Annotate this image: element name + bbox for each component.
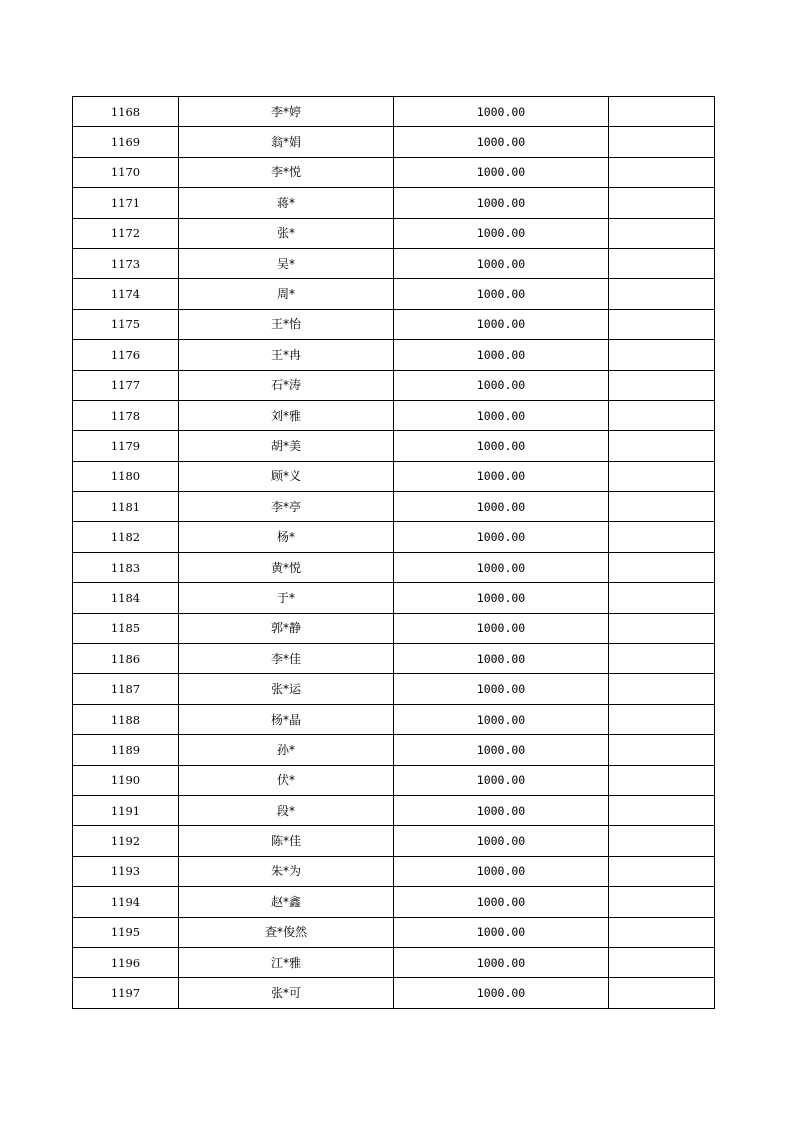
amount-cell: 1000.00 <box>394 492 609 522</box>
amount-cell: 1000.00 <box>394 248 609 278</box>
remark-cell <box>609 644 715 674</box>
remark-cell <box>609 127 715 157</box>
table-row <box>73 704 715 734</box>
amount-cell: 1000.00 <box>394 127 609 157</box>
row-number-cell: 1184 <box>73 583 179 613</box>
remark-cell <box>609 279 715 309</box>
table-row <box>73 826 715 856</box>
remark-cell <box>609 583 715 613</box>
amount-cell: 1000.00 <box>394 370 609 400</box>
remark-cell <box>609 674 715 704</box>
table-row <box>73 188 715 218</box>
amount-cell: 1000.00 <box>394 309 609 339</box>
table-row <box>73 248 715 278</box>
table-row <box>73 309 715 339</box>
table-row <box>73 522 715 552</box>
name-cell: 伏* <box>179 765 394 795</box>
remark-cell <box>609 309 715 339</box>
amount-cell: 1000.00 <box>394 978 609 1008</box>
name-cell: 胡*美 <box>179 431 394 461</box>
row-number-cell: 1187 <box>73 674 179 704</box>
remark-cell <box>609 157 715 187</box>
name-cell: 李*亭 <box>179 492 394 522</box>
table-row <box>73 400 715 430</box>
table-row <box>73 279 715 309</box>
amount-cell: 1000.00 <box>394 644 609 674</box>
row-number-cell: 1177 <box>73 370 179 400</box>
table-row <box>73 887 715 917</box>
table-row <box>73 947 715 977</box>
table-row <box>73 644 715 674</box>
table-row <box>73 127 715 157</box>
remark-cell <box>609 248 715 278</box>
row-number-cell: 1193 <box>73 856 179 886</box>
name-cell: 李*佳 <box>179 644 394 674</box>
name-cell: 朱*为 <box>179 856 394 886</box>
row-number-cell: 1190 <box>73 765 179 795</box>
roster-table <box>72 96 715 1009</box>
amount-cell: 1000.00 <box>394 188 609 218</box>
remark-cell <box>609 431 715 461</box>
name-cell: 赵*鑫 <box>179 887 394 917</box>
row-number-cell: 1194 <box>73 887 179 917</box>
amount-cell: 1000.00 <box>394 279 609 309</box>
row-number-cell: 1171 <box>73 188 179 218</box>
table-row <box>73 370 715 400</box>
amount-cell: 1000.00 <box>394 552 609 582</box>
row-number-cell: 1192 <box>73 826 179 856</box>
remark-cell <box>609 917 715 947</box>
amount-cell: 1000.00 <box>394 856 609 886</box>
roster-table-body <box>73 97 715 1009</box>
name-cell: 吴* <box>179 248 394 278</box>
remark-cell <box>609 522 715 552</box>
table-row <box>73 856 715 886</box>
row-number-cell: 1174 <box>73 279 179 309</box>
amount-cell: 1000.00 <box>394 583 609 613</box>
remark-cell <box>609 735 715 765</box>
table-row <box>73 765 715 795</box>
name-cell: 王*怡 <box>179 309 394 339</box>
amount-cell: 1000.00 <box>394 795 609 825</box>
name-cell: 翁*娟 <box>179 127 394 157</box>
row-number-cell: 1168 <box>73 97 179 127</box>
remark-cell <box>609 552 715 582</box>
remark-cell <box>609 218 715 248</box>
amount-cell: 1000.00 <box>394 826 609 856</box>
remark-cell <box>609 492 715 522</box>
remark-cell <box>609 400 715 430</box>
table-row <box>73 978 715 1008</box>
row-number-cell: 1169 <box>73 127 179 157</box>
remark-cell <box>609 704 715 734</box>
remark-cell <box>609 370 715 400</box>
table-row <box>73 583 715 613</box>
name-cell: 黄*悦 <box>179 552 394 582</box>
remark-cell <box>609 795 715 825</box>
table-row <box>73 431 715 461</box>
row-number-cell: 1186 <box>73 644 179 674</box>
row-number-cell: 1182 <box>73 522 179 552</box>
table-row <box>73 795 715 825</box>
name-cell: 张*可 <box>179 978 394 1008</box>
table-row <box>73 340 715 370</box>
row-number-cell: 1179 <box>73 431 179 461</box>
amount-cell: 1000.00 <box>394 461 609 491</box>
table-row <box>73 917 715 947</box>
row-number-cell: 1185 <box>73 613 179 643</box>
row-number-cell: 1191 <box>73 795 179 825</box>
amount-cell: 1000.00 <box>394 522 609 552</box>
row-number-cell: 1180 <box>73 461 179 491</box>
name-cell: 段* <box>179 795 394 825</box>
row-number-cell: 1172 <box>73 218 179 248</box>
remark-cell <box>609 978 715 1008</box>
name-cell: 周* <box>179 279 394 309</box>
amount-cell: 1000.00 <box>394 917 609 947</box>
table-row <box>73 613 715 643</box>
row-number-cell: 1173 <box>73 248 179 278</box>
name-cell: 李*婷 <box>179 97 394 127</box>
amount-cell: 1000.00 <box>394 613 609 643</box>
amount-cell: 1000.00 <box>394 674 609 704</box>
name-cell: 张* <box>179 218 394 248</box>
amount-cell: 1000.00 <box>394 887 609 917</box>
remark-cell <box>609 461 715 491</box>
name-cell: 江*雅 <box>179 947 394 977</box>
name-cell: 张*运 <box>179 674 394 704</box>
remark-cell <box>609 613 715 643</box>
table-row <box>73 157 715 187</box>
amount-cell: 1000.00 <box>394 704 609 734</box>
table-row <box>73 735 715 765</box>
table-row <box>73 492 715 522</box>
amount-cell: 1000.00 <box>394 947 609 977</box>
name-cell: 顾*义 <box>179 461 394 491</box>
name-cell: 蒋* <box>179 188 394 218</box>
amount-cell: 1000.00 <box>394 735 609 765</box>
name-cell: 郭*静 <box>179 613 394 643</box>
remark-cell <box>609 188 715 218</box>
amount-cell: 1000.00 <box>394 400 609 430</box>
amount-cell: 1000.00 <box>394 97 609 127</box>
name-cell: 石*涛 <box>179 370 394 400</box>
name-cell: 于* <box>179 583 394 613</box>
name-cell: 王*冉 <box>179 340 394 370</box>
table-row <box>73 218 715 248</box>
row-number-cell: 1196 <box>73 947 179 977</box>
row-number-cell: 1170 <box>73 157 179 187</box>
row-number-cell: 1176 <box>73 340 179 370</box>
amount-cell: 1000.00 <box>394 431 609 461</box>
row-number-cell: 1181 <box>73 492 179 522</box>
table-row <box>73 97 715 127</box>
row-number-cell: 1188 <box>73 704 179 734</box>
name-cell: 刘*雅 <box>179 400 394 430</box>
amount-cell: 1000.00 <box>394 765 609 795</box>
row-number-cell: 1175 <box>73 309 179 339</box>
remark-cell <box>609 947 715 977</box>
row-number-cell: 1189 <box>73 735 179 765</box>
row-number-cell: 1178 <box>73 400 179 430</box>
table-row <box>73 674 715 704</box>
name-cell: 陈*佳 <box>179 826 394 856</box>
remark-cell <box>609 97 715 127</box>
table-row <box>73 552 715 582</box>
amount-cell: 1000.00 <box>394 340 609 370</box>
name-cell: 孙* <box>179 735 394 765</box>
amount-cell: 1000.00 <box>394 218 609 248</box>
table-row <box>73 461 715 491</box>
row-number-cell: 1183 <box>73 552 179 582</box>
name-cell: 李*悦 <box>179 157 394 187</box>
remark-cell <box>609 826 715 856</box>
row-number-cell: 1197 <box>73 978 179 1008</box>
name-cell: 杨* <box>179 522 394 552</box>
name-cell: 查*俊然 <box>179 917 394 947</box>
row-number-cell: 1195 <box>73 917 179 947</box>
name-cell: 杨*晶 <box>179 704 394 734</box>
remark-cell <box>609 340 715 370</box>
remark-cell <box>609 765 715 795</box>
remark-cell <box>609 887 715 917</box>
amount-cell: 1000.00 <box>394 157 609 187</box>
remark-cell <box>609 856 715 886</box>
